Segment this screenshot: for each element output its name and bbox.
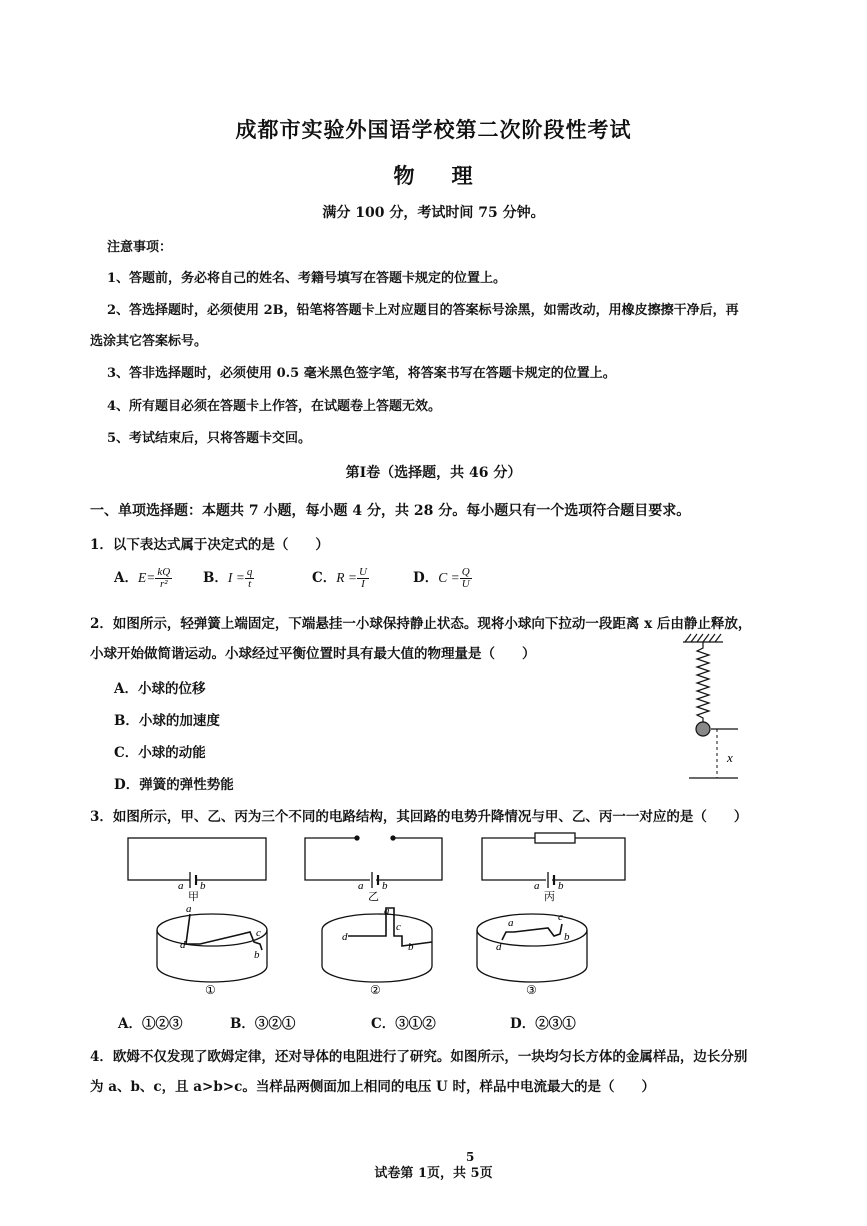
subject-title xyxy=(0,160,867,190)
circuit-jia-b: b xyxy=(200,880,206,892)
q2-option-d: D．弹簧的弹性势能 xyxy=(114,777,234,793)
circuit-yi-b: b xyxy=(382,880,388,892)
q1-option-d-den: U xyxy=(461,578,470,590)
section-title: 一、单项选择题：本题共 7 小题，每小题 4 分，共 28 分。每小题只有一个选项符合题目要求。 xyxy=(90,503,691,519)
q1-option-b-den: t xyxy=(248,578,252,590)
q1-option-c-lhs: R = xyxy=(336,570,357,585)
score-time-line: 满分 100 分，考试时间 75 分钟。 xyxy=(322,205,545,221)
handwritten-page-count: 5 xyxy=(466,1150,475,1164)
q2-option-a: A．小球的位移 xyxy=(114,681,206,697)
ring-3-d: d xyxy=(496,941,502,953)
q1-stem: 1．以下表达式属于决定式的是（ ） xyxy=(90,537,329,553)
circuit-bing-name: 丙 xyxy=(544,890,555,903)
q1-option-c xyxy=(312,566,369,590)
circuit-diagrams xyxy=(120,832,640,902)
ring-2-c: c xyxy=(396,921,401,933)
ring-1 xyxy=(157,914,267,982)
q3-stem: 3．如图所示，甲、乙、丙为三个不同的电路结构，其回路的电势升降情况与甲、乙、丙一一对应的是（ ） xyxy=(90,809,748,825)
ring-1-a: a xyxy=(186,903,192,915)
ring-1-c: c xyxy=(256,927,261,939)
ring-2-a: a xyxy=(384,905,390,917)
q1-option-c-den: I xyxy=(361,578,365,590)
q1-option-d-num: Q xyxy=(461,566,470,578)
circuit-yi-a: a xyxy=(358,880,364,892)
ring-2-b: b xyxy=(408,941,414,953)
potential-rings xyxy=(150,900,610,1000)
q4-stem-line1: 4．欧姆不仅发现了欧姆定律，还对导体的电阻进行了研究。如图所示，一块均匀长方体的金属样品，边长分别 xyxy=(90,1049,748,1065)
ring-3-b: b xyxy=(564,931,570,943)
note-item-5: 5、考试结束后，只将答题卡交回。 xyxy=(107,431,312,446)
q1-option-d-frac xyxy=(460,567,472,590)
q2-option-c: C．小球的动能 xyxy=(114,745,206,761)
q1-option-b-lhs: I = xyxy=(227,570,245,585)
q4-stem-line2: 为 a、b、c，且 a>b>c。当样品两侧面加上相同的电压 U 时，样品中电流最大的是（ ） xyxy=(90,1079,656,1095)
ball xyxy=(696,722,710,736)
q1-option-b-label: B． xyxy=(203,570,228,586)
ring-3-c: c xyxy=(558,911,563,923)
q3-option-a: A．①②③ xyxy=(118,1016,183,1032)
ring-2-label: ② xyxy=(370,983,381,997)
ring-1-label: ① xyxy=(205,983,216,997)
q2-stem-line1: 2．如图所示，轻弹簧上端固定，下端悬挂一小球保持静止状态。现将小球向下拉动一段距离 x 后由静止释放， xyxy=(90,616,752,632)
notes-heading: 注意事项： xyxy=(107,240,173,255)
ring-2-d: d xyxy=(342,931,348,943)
q1-option-d-label: D． xyxy=(413,570,439,586)
note-item-2: 2、答选择题时，必须使用 2B，铅笔将答题卡上对应题目的答案标号涂黑，如需改动，用橡皮擦擦干净后，再 xyxy=(107,303,739,318)
q2-option-b: B．小球的加速度 xyxy=(114,713,220,729)
page-footer: 试卷第 1页，共 5页 xyxy=(374,1166,493,1181)
q1-option-a-label: A． xyxy=(114,570,138,586)
circuit-yi-name: 乙 xyxy=(368,890,379,903)
subject-char-2: 理 xyxy=(451,163,474,188)
ring-3 xyxy=(477,914,587,982)
note-item-1: 1、答题前，务必将自己的姓名、考籍号填写在答题卡规定的位置上。 xyxy=(107,271,507,286)
spring-figure xyxy=(675,630,755,790)
note-item-3: 3、答非选择题时，必须使用 0.5 毫米黑色签字笔，将答案书写在答题卡规定的位置上。 xyxy=(107,366,616,381)
q1-option-a-den: r² xyxy=(159,578,168,590)
q1-option-d-lhs: C = xyxy=(438,570,460,585)
circuit-jia xyxy=(128,838,266,888)
q1-option-b-num: q xyxy=(246,566,253,578)
ring-3-a: a xyxy=(508,917,514,929)
q1-option-c-num: U xyxy=(358,566,367,578)
q1-option-a-frac xyxy=(155,567,172,590)
q3-option-b: B．③②① xyxy=(230,1016,296,1032)
ceiling-hatch xyxy=(683,634,723,642)
q1-option-c-frac xyxy=(357,567,369,590)
q1-option-d xyxy=(413,566,472,590)
circuit-bing xyxy=(482,833,625,888)
note-item-2-cont: 选涂其它答案标号。 xyxy=(90,334,208,349)
ring-3-label: ③ xyxy=(526,983,537,997)
q3-option-c: C．③①② xyxy=(371,1016,436,1032)
ring-1-b: b xyxy=(254,949,260,961)
q3-option-d: D．②③① xyxy=(510,1016,576,1032)
q1-option-a-lhs: E= xyxy=(137,570,156,585)
q1-option-a-num: kQ xyxy=(157,566,171,578)
ring-2 xyxy=(322,908,432,982)
q1-option-c-label: C． xyxy=(312,570,337,586)
subject-char-1: 物 xyxy=(393,163,416,188)
exam-title: 成都市实验外国语学校第二次阶段性考试 xyxy=(235,117,632,142)
circuit-jia-name: 甲 xyxy=(188,890,199,903)
note-item-4: 4、所有题目必须在答题卡上作答，在试题卷上答题无效。 xyxy=(107,399,442,414)
q1-option-b xyxy=(203,566,254,590)
spring-coil xyxy=(697,642,709,722)
circuit-jia-a: a xyxy=(178,880,184,892)
q1-option-a xyxy=(114,566,172,590)
part1-heading: 第Ⅰ卷（选择题，共 46 分） xyxy=(345,465,522,481)
q2-stem-line2: 小球开始做简谐运动。小球经过平衡位置时具有最大值的物理量是（ ） xyxy=(90,646,536,662)
q1-option-b-frac xyxy=(245,567,255,590)
circuit-bing-a: a xyxy=(534,880,540,892)
ring-1-d: d xyxy=(180,939,186,951)
displacement-x-label: x xyxy=(727,750,733,765)
circuit-bing-b: b xyxy=(558,880,564,892)
circuit-yi xyxy=(305,836,442,888)
